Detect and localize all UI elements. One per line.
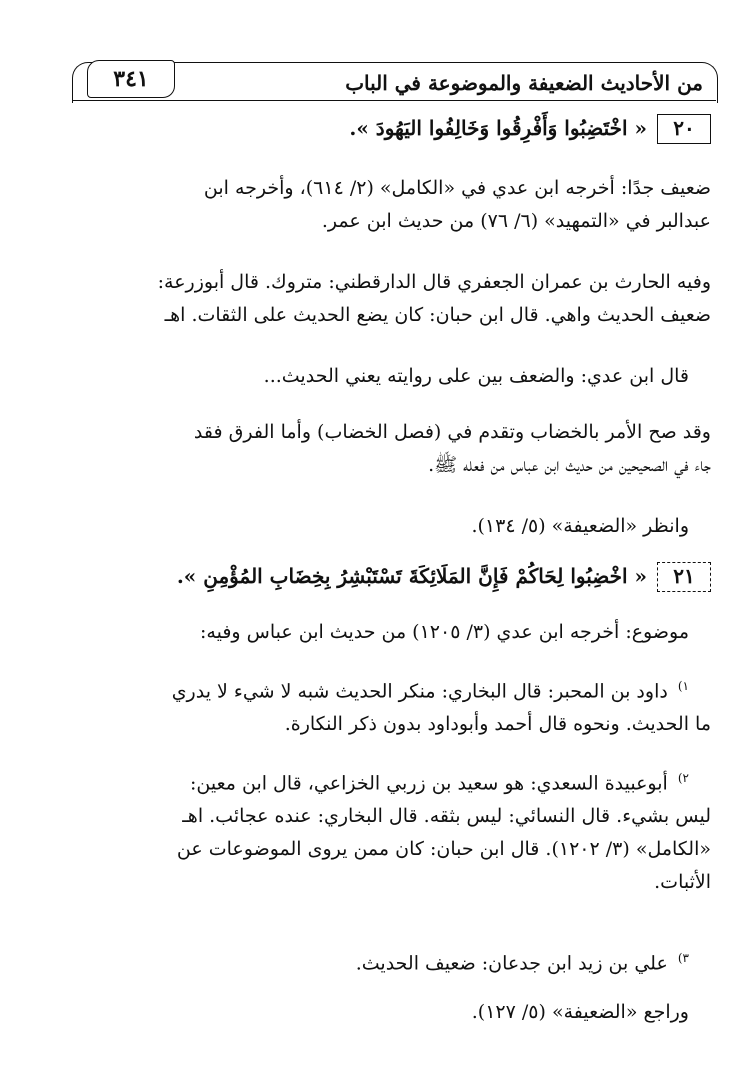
text-line: عبدالبر في «التمهيد» (٦/ ٧٦) من حديث ابن عمر. xyxy=(321,210,711,232)
footnote-marker: ٣) xyxy=(677,951,689,965)
page-number: ٣٤١ xyxy=(87,60,175,98)
text-line: أبوعبيدة السعدي: هو سعيد بن زربي الخزاعي، قال ابن معين: xyxy=(190,772,668,795)
narrator-1 xyxy=(41,670,711,741)
header-rule xyxy=(72,100,716,101)
text-line: علي بن زيد ابن جدعان: ضعيف الحديث. xyxy=(355,952,668,975)
text-line: ما الحديث. ونحوه قال أحمد وأبوداود بدون ذكر النكارة. xyxy=(284,713,711,736)
text-line: وقد صح الأمر بالخضاب وتقدم في (فصل الخضاب) وأما الفرق فقد xyxy=(193,421,711,443)
footnote-marker: ٢) xyxy=(677,771,689,785)
hadith-21 xyxy=(41,560,711,593)
footnote-marker: ١) xyxy=(677,679,689,693)
running-title: من الأحاديث الضعيفة والموضوعة في الباب xyxy=(345,71,703,95)
page-header xyxy=(72,62,718,103)
text-line: وراجع «الضعيفة» (٥/ ١٢٧). xyxy=(471,1001,689,1023)
paragraph-see-also-21 xyxy=(41,996,711,1029)
text-line: ضعيف جدًا: أخرجه ابن عدي في «الكامل» (٢/ ٦١٤)، وأخرجه ابن xyxy=(203,177,711,199)
text-line: ليس بشيء. قال النسائي: ليس بثقه. قال البخاري: عنده عجائب. اهـ xyxy=(182,805,711,828)
paragraph-see-also-20 xyxy=(41,510,711,543)
hadith-number: ٢١ xyxy=(657,562,711,592)
hadith-20 xyxy=(41,112,711,145)
text-line: وفيه الحارث بن عمران الجعفري قال الدارقطني: متروك. قال أبوزرعة: xyxy=(157,271,711,293)
narrator-3 xyxy=(41,942,711,980)
text-line: الأثبات. xyxy=(654,871,711,894)
text-line: موضوع: أخرجه ابن عدي (٣/ ١٢٠٥) من حديث ابن عباس وفيه: xyxy=(200,621,689,643)
hadith-number: ٢٠ xyxy=(657,114,711,144)
paragraph-takhrij-20 xyxy=(41,172,711,238)
hadith-text: « اخْتَضِبُوا وَأَفْرِقُوا وَخَالِفُوا اليَهُودَ ». xyxy=(349,116,647,140)
text-line: جاء في الصحيحين من حديث ابن عباس من فعله ﷺ. xyxy=(428,454,711,476)
paragraph-khidab xyxy=(41,416,711,482)
paragraph-takhrij-21 xyxy=(41,616,711,649)
text-line: داود بن المحبر: قال البخاري: منكر الحديث شبه لا شيء لا يدري xyxy=(171,680,668,703)
narrator-2 xyxy=(41,762,711,899)
text-line: وانظر «الضعيفة» (٥/ ١٣٤). xyxy=(471,515,689,537)
text-line: «الكامل» (٣/ ١٢٠٢). قال ابن حبان: كان ممن يروى الموضوعات عن xyxy=(176,838,711,861)
hadith-text: « اخْضِبُوا لِحَاكُمْ فَإِنَّ المَلَائِكَةَ تَسْتَبْشِرُ بِخِضَابِ المُؤْمِنِ ». xyxy=(176,564,647,588)
paragraph-narrator-20 xyxy=(41,266,711,332)
text-line: قال ابن عدي: والضعف بين على روايته يعني الحديث... xyxy=(263,365,689,387)
text-line: ضعيف الحديث واهي. قال ابن حبان: كان يضع الحديث على الثقات. اهـ xyxy=(164,304,711,326)
paragraph-ibn-adi xyxy=(41,360,711,393)
